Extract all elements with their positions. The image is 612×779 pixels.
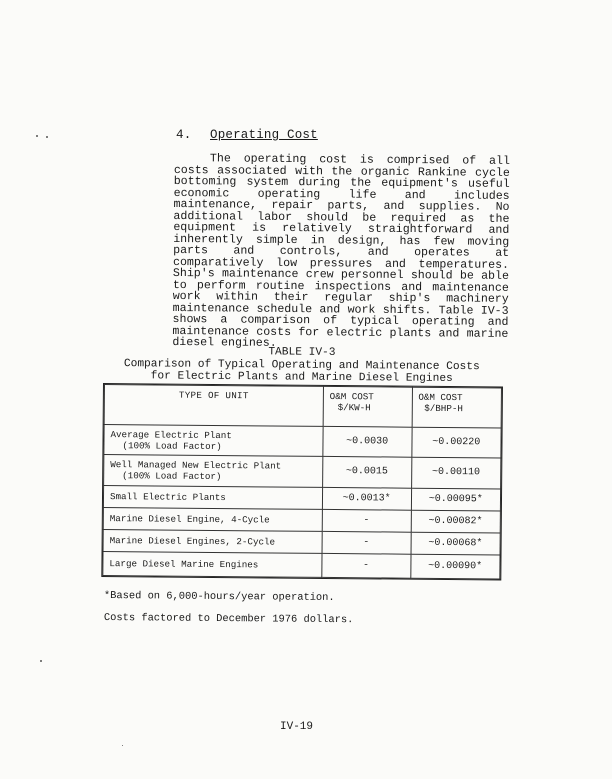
section-title: Operating Cost	[210, 128, 318, 142]
kw-cost-cell: ~0.0013*	[322, 487, 411, 510]
header-kw-cost	[323, 386, 412, 427]
header-bhp-line2: $/BHP-H	[424, 402, 463, 415]
unit-cell	[104, 425, 323, 457]
unit-cell	[103, 485, 322, 509]
table-caption	[112, 345, 492, 386]
paragraph-text: The operating cost is comprised of all costs associated with the organic Rankine cycle bottoming system during the equipment's useful economic operating life and includes maintenance, repair parts, and supplies. No additional labor should be required as the equipment is relatively straightforward and inherently simple in design, has few moving parts and controls, and operates at comparatively low pressures and temperatures. Ship's maintenance crew personnel should be able to perform routine inspections and maintenance work within their regular ship's machinery maintenance schedule and work shifts. Table IV-3 shows a comparison of typical operating and maintenance costs for electric plants and marine diesel engines.	[172, 152, 510, 350]
header-bhp-cost	[412, 387, 502, 428]
bhp-cost-cell: ~0.00110	[411, 458, 501, 489]
page-number: IV-19	[280, 721, 314, 733]
section-heading	[176, 128, 318, 142]
date-note: Costs factored to December 1976 dollars.	[103, 612, 354, 627]
header-kw-line2: $/KW-H	[337, 402, 371, 414]
bhp-cost-cell: ~0.00068*	[411, 532, 501, 555]
table-label: TABLE IV-3	[268, 346, 336, 359]
table-title-line2: for Electric Plants and Marine Diesel Engines	[150, 370, 453, 385]
unit-name: Marine Diesel Engine, 4-Cycle	[109, 512, 270, 526]
unit-cell	[103, 507, 322, 531]
unit-name: Average Electric Plant	[110, 428, 232, 441]
unit-load-factor: (100% Load Factor)	[122, 470, 222, 482]
section-number: 4.	[176, 128, 192, 142]
scan-speck	[46, 136, 48, 138]
table-title-line1: Comparison of Typical Operating and Maintenance Costs	[123, 357, 480, 373]
table-row	[103, 551, 500, 579]
unit-cell	[104, 455, 323, 487]
cost-table	[101, 383, 503, 580]
unit-name: Large Diesel Marine Engines	[109, 557, 259, 571]
kw-cost-cell: -	[322, 509, 411, 532]
kw-cost-cell: ~0.0015	[322, 457, 411, 488]
table-row	[104, 455, 501, 489]
bhp-cost-cell: ~0.00082*	[411, 510, 501, 533]
unit-name: Small Electric Plants	[109, 490, 226, 503]
header-kw-line1: O&M COST	[329, 390, 374, 403]
unit-name: Well Managed New Electric Plant	[110, 459, 282, 472]
bhp-cost-cell: ~0.00220	[411, 427, 501, 458]
unit-load-factor: (100% Load Factor)	[122, 439, 222, 452]
table-header-row	[104, 385, 501, 429]
body-paragraph	[172, 153, 510, 351]
footnote: *Based on 6,000-hours/year operation.	[103, 590, 335, 605]
kw-cost-cell: ~0.0030	[323, 427, 412, 458]
header-bhp-line1: O&M COST	[418, 391, 463, 404]
bhp-cost-cell: ~0.00090*	[410, 554, 500, 579]
table-row	[104, 425, 501, 459]
unit-name: Marine Diesel Engines, 2-Cycle	[109, 534, 276, 548]
unit-cell	[103, 551, 322, 577]
bhp-cost-cell: ~0.00095*	[411, 488, 501, 511]
header-type-of-unit: TYPE OF UNIT	[104, 385, 323, 427]
scan-speck	[122, 745, 123, 746]
scan-speck	[36, 135, 38, 137]
unit-cell	[103, 529, 322, 553]
kw-cost-cell: -	[322, 553, 411, 578]
cost-table-grid	[102, 384, 502, 579]
kw-cost-cell: -	[322, 531, 411, 554]
scan-speck	[40, 660, 42, 662]
